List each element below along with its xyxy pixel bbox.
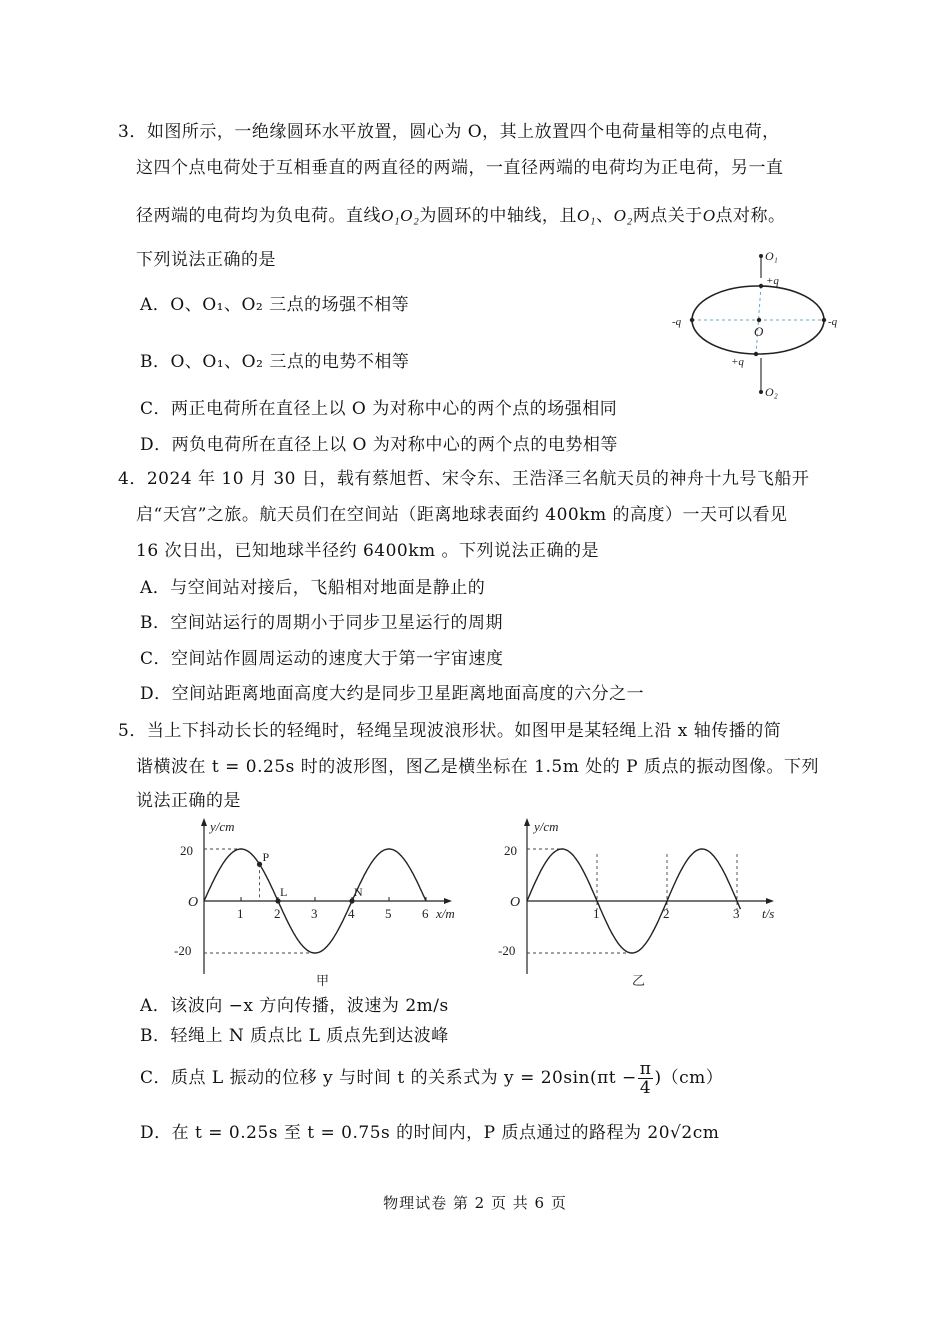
- jia-ytick-top: 20: [180, 843, 193, 858]
- jia-point-n: [349, 898, 354, 903]
- q3-o1: O₁: [576, 206, 597, 225]
- jia-ylabel: y/cm: [210, 819, 235, 834]
- q3-line-3: [136, 204, 786, 228]
- yi-ytick-top: 20: [504, 843, 517, 858]
- q3-ring-figure: [668, 244, 868, 404]
- jia-xtick-label: 6: [422, 906, 429, 921]
- yi-ylabel: y/cm: [534, 819, 559, 834]
- label-minus-left: -q: [672, 316, 682, 328]
- q4-option-c: C．空间站作圆周运动的速度大于第一宇宙速度: [140, 649, 504, 669]
- q3-line-2: 这四个点电荷处于互相垂直的两直径的两端，一直径两端的电荷均为正电荷，另一直: [136, 158, 784, 178]
- label-plus-bottom: +q: [731, 356, 744, 368]
- jia-xtick-label: 4: [348, 906, 355, 921]
- q5-option-c-fraction: [638, 1060, 654, 1097]
- label-o: O: [754, 324, 764, 339]
- jia-xtick-label: 1: [237, 906, 244, 921]
- q5-frac-den: 4: [639, 1078, 652, 1098]
- q3-option-d: D．两负电荷所在直径上以 O 为对称中心的两个点的电势相等: [140, 435, 618, 455]
- q3-option-b: B．O、O₁、O₂ 三点的电势不相等: [140, 352, 410, 372]
- q4-option-a: A．与空间站对接后，飞船相对地面是静止的: [140, 578, 486, 598]
- jia-origin: O: [188, 895, 199, 910]
- q4-line-3: 16 次日出，已知地球半径约 6400km 。下列说法正确的是: [136, 541, 600, 561]
- yi-title: 乙: [632, 973, 646, 988]
- page-footer: 物理试卷 第 2 页 共 6 页: [383, 1194, 567, 1212]
- q5-line-2: 谐横波在 t = 0.25s 时的波形图，图乙是横坐标在 1.5m 处的 P 质点的振动图像。下列: [136, 757, 819, 777]
- q3-line-1: 3．如图所示，一绝缘圆环水平放置，圆心为 O，其上放置四个电荷量相等的点电荷，: [118, 122, 780, 142]
- label-o2: O₂: [765, 385, 778, 399]
- label-minus-right: -q: [828, 316, 838, 328]
- yi-origin: O: [510, 895, 521, 910]
- wave-graph-jia: [170, 814, 460, 989]
- point-o: [757, 318, 761, 322]
- q5-option-c-pre: C．质点 L 振动的位移 y 与时间 t 的关系式为 y = 20sin(πt −: [140, 1068, 637, 1088]
- yi-xtick-label: 3: [733, 906, 740, 921]
- yi-ytick-bottom: -20: [498, 943, 516, 958]
- vibration-graph-yi: [500, 814, 790, 989]
- q3-o: O: [702, 206, 716, 225]
- yi-x-arrow: [766, 898, 774, 904]
- jia-title: 甲: [316, 973, 330, 988]
- q3-option-a: A．O、O₁、O₂ 三点的场强不相等: [140, 295, 410, 315]
- jia-point-p: [257, 862, 262, 867]
- jia-xtick-label: 3: [311, 906, 318, 921]
- jia-point-l: [275, 898, 280, 903]
- q5-option-c-post: )（cm）: [654, 1068, 724, 1088]
- q5-line-3: 说法正确的是: [136, 791, 241, 811]
- jia-point-label-p: P: [262, 850, 270, 865]
- label-o1: O₁: [765, 249, 778, 263]
- q3-o2: O₂: [613, 206, 633, 225]
- label-plus-top: +q: [766, 275, 779, 287]
- yi-xlabel: t/s: [762, 906, 775, 921]
- charge-plus-bottom: [754, 352, 758, 356]
- point-o1: [759, 254, 763, 258]
- q3-line-3c: 两点关于: [632, 206, 703, 226]
- q3-line-3b: 为圆环的中轴线，且: [419, 206, 577, 226]
- jia-xtick-label: 5: [385, 906, 392, 921]
- charge-minus-right: [822, 318, 826, 322]
- yi-y-arrow: [524, 818, 530, 826]
- point-o2: [759, 390, 763, 394]
- yi-xtick-label: 1: [593, 906, 600, 921]
- q5-option-b: B．轻绳上 N 质点比 L 质点先到达波峰: [140, 1026, 449, 1046]
- jia-point-label-n: N: [354, 885, 363, 899]
- q3-sep: 、: [596, 206, 614, 226]
- jia-xlabel: x/m: [436, 906, 455, 921]
- charge-minus-left: [690, 318, 694, 322]
- jia-xtick-label: 2: [274, 906, 281, 921]
- yi-xtick-label: 2: [663, 906, 670, 921]
- jia-x-arrow: [444, 898, 452, 904]
- q5-frac-num: π: [639, 1059, 652, 1079]
- q3-line-3a: 径两端的电荷均为负电荷。直线: [136, 206, 381, 226]
- q4-option-b: B．空间站运行的周期小于同步卫星运行的周期: [140, 613, 503, 633]
- jia-y-arrow: [201, 818, 207, 826]
- q3-o1o2: O₁O₂: [381, 206, 420, 225]
- jia-point-label-l: L: [280, 885, 288, 899]
- q4-line-2: 启“天宫”之旅。航天员们在空间站（距离地球表面约 400km 的高度）一天可以看见: [136, 505, 788, 525]
- q5-option-d: D．在 t = 0.25s 至 t = 0.75s 的时间内，P 质点通过的路程为 20√2cm: [140, 1123, 720, 1143]
- q4-option-d: D．空间站距离地面高度大约是同步卫星距离地面高度的六分之一: [140, 684, 645, 704]
- jia-ytick-bottom: -20: [174, 943, 192, 958]
- q3-line-4: 下列说法正确的是: [136, 250, 276, 270]
- q3-option-c: C．两正电荷所在直径上以 O 为对称中心的两个点的场强相同: [140, 399, 618, 419]
- q5-option-a: A．该波向 −x 方向传播，波速为 2m/s: [140, 996, 449, 1016]
- q5-option-c: [140, 1058, 723, 1102]
- q4-line-1: 4．2024 年 10 月 30 日，载有蔡旭哲、宋令东、王浩泽三名航天员的神舟十九号飞船开: [118, 469, 810, 489]
- q5-line-1: 5．当上下抖动长长的轻绳时，轻绳呈现波浪形状。如图甲是某轻绳上沿 x 轴传播的简: [118, 721, 782, 741]
- q3-line-3d: 点对称。: [715, 206, 786, 226]
- charge-plus-top: [759, 284, 763, 288]
